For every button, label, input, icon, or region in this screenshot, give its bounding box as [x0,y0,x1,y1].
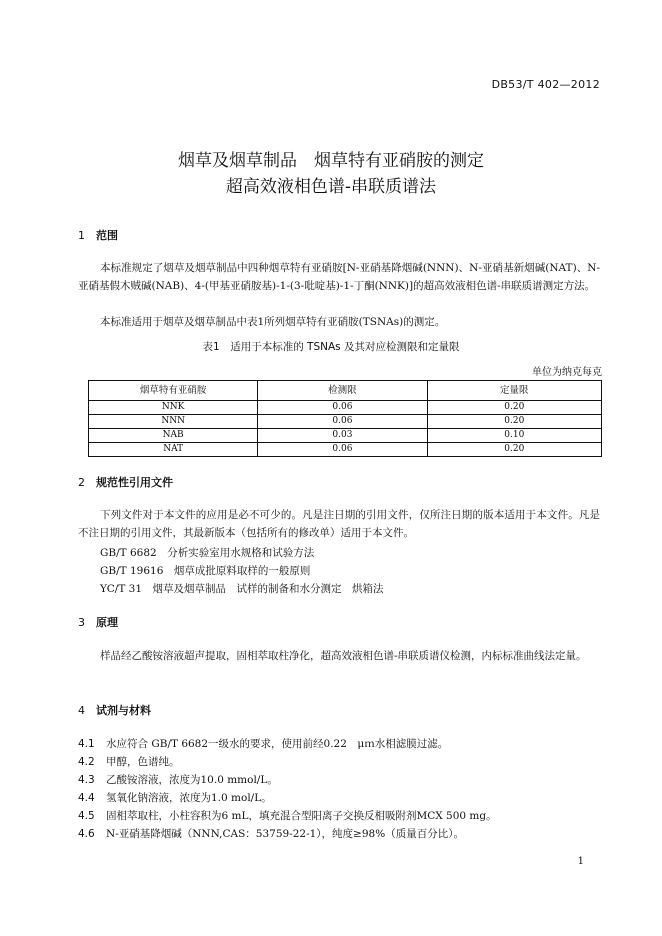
section-1-heading [78,227,118,243]
section-number: 2 [78,476,85,489]
table-row [89,415,602,429]
item-number: 4.4 [78,792,95,804]
section-title: 规范性引用文件 [96,476,173,489]
list-item [78,790,272,805]
table-caption: 表1 适用于本标准的 TSNAs 及其对应检测限和定量限 [202,341,460,353]
document-title-line-1: 烟草及烟草制品 烟草特有亚硝胺的测定 [178,151,484,171]
list-item [78,754,180,769]
item-text: 氢氧化钠溶液，浓度为1.0 mol/L。 [106,792,272,804]
list-item [78,808,497,823]
section-2-heading [78,474,173,490]
table-unit: 单位为纳克每克 [532,367,602,378]
item-number: 4.2 [78,756,95,768]
section-2-paragraph-1: 下列文件对于本文件的应用是必不可少的。凡是注日期的引用文件，仅所注日期的版本适用于本文件。凡是不注日期的引用文件，其最新版本（包括所有的修改单）适用于本文件。 [78,509,600,539]
table-cell: 0.20 [427,443,601,457]
section-title: 试剂与材料 [96,704,151,717]
section-3-heading [78,614,118,630]
item-text: 水应符合 GB/T 6682一级水的要求，使用前经0.22 μｍ水相滤膜过滤。 [106,738,449,750]
item-text: 固相萃取柱，小柱容积为6 mL，填充混合型阳离子交换反相吸附剂MCX 500 mg。 [106,810,497,822]
item-number: 4.6 [78,828,95,840]
section-1-paragraph-1: 本标准规定了烟草及烟草制品中四种烟草特有亚硝胺[N-亚硝基降烟碱(NNN)、N-亚硝基新烟碱(NAT)、N-亚硝基假木贼碱(NAB)、4-(甲基亚硝胺基)-1-(3-吡啶基)-1-丁酮(NNK)]的超高效液相色谱-串联质谱测定方法。 [78,262,600,292]
table-cell: 0.06 [258,415,427,429]
section-title: 范围 [96,229,118,242]
item-number: 4.3 [78,774,95,786]
section-4-heading [78,702,151,718]
table-cell: 0.10 [427,429,601,443]
document-title-line-2: 超高效液相色谱-串联质谱法 [225,177,437,197]
table-row [89,429,602,443]
table-cell: NNN [89,415,258,429]
section-number: 3 [78,616,85,629]
column-header: 定量限 [427,381,601,401]
table-cell: NAB [89,429,258,443]
section-3-paragraph-1: 样品经乙酸铵溶液超声提取，固相萃取柱净化，超高效液相色谱-串联质谱仪检测，内标标准曲线法定量。 [100,650,587,662]
column-header: 检测限 [258,381,427,401]
table-header-row [89,381,602,401]
reference-item: GB/T 6682 分析实验室用水规格和试验方法 [100,547,315,559]
table-row [89,401,602,415]
table-cell: 0.03 [258,429,427,443]
section-1-paragraph-2: 本标准适用于烟草及烟草制品中表1所列烟草特有亚硝胺(TSNAs)的测定。 [100,316,446,328]
section-title: 原理 [96,616,118,629]
item-text: 乙酸铵溶液，浓度为10.0 mmol/L。 [106,774,278,786]
reference-item: GB/T 19616 烟草成批原料取样的一般原则 [100,565,311,577]
section-number: 4 [78,704,85,717]
item-number: 4.1 [78,738,95,750]
list-item [78,736,448,751]
page-number: 1 [577,856,584,867]
item-number: 4.5 [78,810,95,822]
reference-item: YC/T 31 烟草及烟草制品 试样的制备和水分测定 烘箱法 [100,583,384,595]
table-cell: 0.06 [258,443,427,457]
standard-number: DB53/T 402—2012 [491,78,600,91]
table-cell: 0.06 [258,401,427,415]
table-cell: 0.20 [427,415,601,429]
list-item [78,826,464,841]
tsna-limits-table [88,380,602,457]
table-row [89,443,602,457]
item-text: 甲醇，色谱纯。 [106,756,180,768]
item-text: N-亚硝基降烟碱（NNN,CAS：53759-22-1），纯度≥98%（质量百分比）。 [106,828,464,840]
column-header: 烟草特有亚硝胺 [89,381,258,401]
table-cell: 0.20 [427,401,601,415]
section-number: 1 [78,229,85,242]
table-cell: NNK [161,402,185,412]
table-cell: NAT [89,443,258,457]
list-item [78,772,278,787]
